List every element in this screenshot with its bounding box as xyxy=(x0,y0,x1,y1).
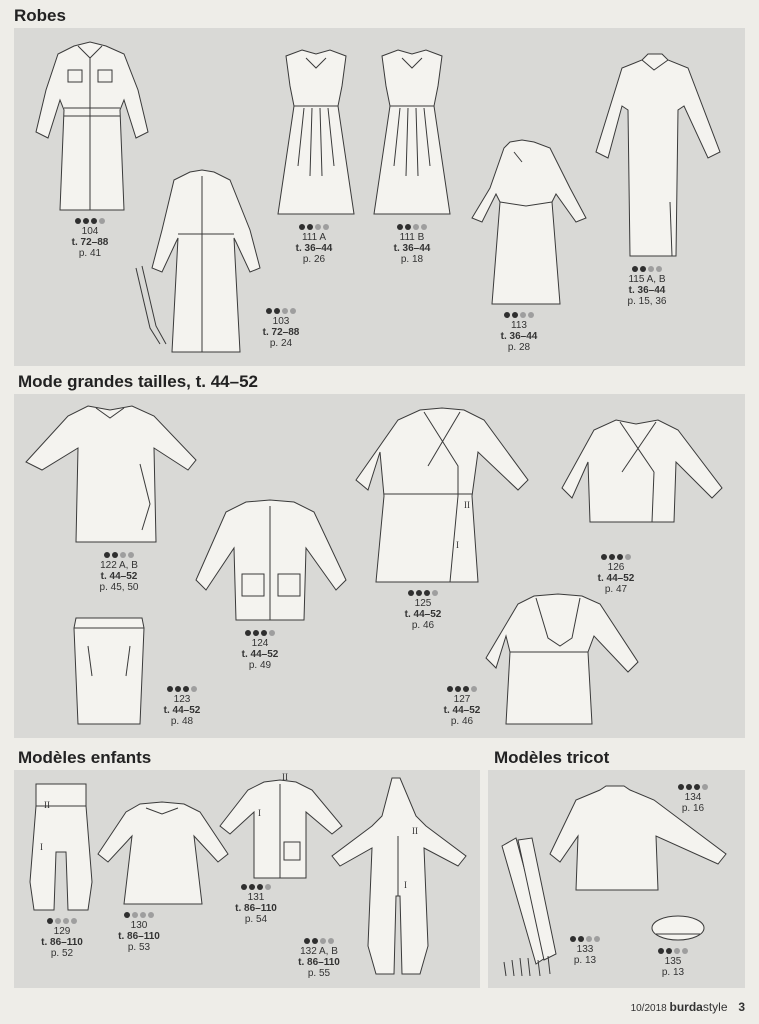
roman-label: II xyxy=(282,772,288,782)
difficulty-dot-empty xyxy=(471,686,477,692)
sketch-111b xyxy=(372,46,452,218)
difficulty-dots xyxy=(84,550,154,559)
item-size: t. 86–110 xyxy=(118,931,160,942)
item-113[interactable] xyxy=(484,310,554,353)
difficulty-dot-empty xyxy=(413,224,419,230)
sketch-129 xyxy=(26,782,96,914)
item-page: p. 26 xyxy=(302,254,326,265)
item-size: t. 44–52 xyxy=(163,705,201,716)
item-127[interactable] xyxy=(430,684,494,727)
difficulty-dot-filled xyxy=(307,224,313,230)
item-130[interactable] xyxy=(106,910,172,953)
difficulty-dot-filled xyxy=(124,912,130,918)
item-122[interactable] xyxy=(84,550,154,593)
difficulty-dot-filled xyxy=(686,784,692,790)
difficulty-dots xyxy=(30,916,94,925)
item-size: t. 44–52 xyxy=(597,573,635,584)
item-size: t. 44–52 xyxy=(443,705,481,716)
section-title-enfants: Modèles enfants xyxy=(18,748,152,767)
item-124[interactable] xyxy=(228,628,292,671)
difficulty-dot-filled xyxy=(299,224,305,230)
item-104[interactable] xyxy=(50,216,130,259)
roman-label: II xyxy=(464,500,470,510)
difficulty-dots xyxy=(380,222,444,231)
item-page: p. 41 xyxy=(78,248,102,259)
difficulty-dot-empty xyxy=(290,308,296,314)
item-code: 124 xyxy=(251,638,269,649)
item-code: 126 xyxy=(607,562,625,573)
item-page: p. 13 xyxy=(573,955,597,966)
difficulty-dot-empty xyxy=(323,224,329,230)
item-123[interactable] xyxy=(150,684,214,727)
difficulty-dots xyxy=(608,264,686,273)
item-size: t. 86–110 xyxy=(235,903,277,914)
item-code: 111 A xyxy=(301,232,327,243)
difficulty-dot-empty xyxy=(682,948,688,954)
difficulty-dot-filled xyxy=(570,936,576,942)
item-page: p. 13 xyxy=(661,967,685,978)
difficulty-dots xyxy=(282,222,346,231)
difficulty-dot-filled xyxy=(167,686,173,692)
difficulty-dot-filled xyxy=(183,686,189,692)
item-111a[interactable] xyxy=(282,222,346,265)
item-134[interactable] xyxy=(668,782,718,814)
difficulty-dot-empty xyxy=(269,630,275,636)
roman-label: II xyxy=(44,800,50,810)
item-size: t. 86–110 xyxy=(298,957,340,968)
item-code: 123 xyxy=(173,694,191,705)
section-title-tricot: Modèles tricot xyxy=(494,748,610,767)
sketch-126 xyxy=(560,418,726,548)
difficulty-dot-filled xyxy=(112,552,118,558)
difficulty-dot-filled xyxy=(424,590,430,596)
difficulty-dot-filled xyxy=(694,784,700,790)
difficulty-dots xyxy=(150,684,214,693)
difficulty-dot-filled xyxy=(617,554,623,560)
item-code: 132 A, B xyxy=(300,946,338,957)
page-footer xyxy=(631,1000,745,1014)
sketch-113 xyxy=(470,138,590,308)
item-size: t. 44–52 xyxy=(241,649,279,660)
item-129[interactable] xyxy=(30,916,94,959)
difficulty-dot-filled xyxy=(261,630,267,636)
difficulty-dot-filled xyxy=(632,266,638,272)
issue-date: 10/2018 xyxy=(630,1003,667,1014)
difficulty-dot-empty xyxy=(528,312,534,318)
difficulty-dots xyxy=(668,782,718,791)
item-page: p. 46 xyxy=(450,716,474,727)
difficulty-dot-empty xyxy=(99,218,105,224)
difficulty-dot-filled xyxy=(245,630,251,636)
roman-label: I xyxy=(456,540,459,550)
sketch-115 xyxy=(594,52,722,260)
item-page: p. 53 xyxy=(127,942,151,953)
difficulty-dot-filled xyxy=(447,686,453,692)
roman-label: I xyxy=(258,808,261,818)
item-code: 125 xyxy=(414,598,432,609)
sketch-125 xyxy=(354,406,532,586)
sketch-111a xyxy=(276,46,356,218)
section-title-robes: Robes xyxy=(14,6,66,25)
difficulty-dots xyxy=(388,588,458,597)
difficulty-dots xyxy=(648,946,698,955)
item-code: 115 A, B xyxy=(628,274,666,285)
sketch-127 xyxy=(484,592,640,728)
difficulty-dot-filled xyxy=(397,224,403,230)
difficulty-dot-filled xyxy=(405,224,411,230)
item-page: p. 15, 36 xyxy=(627,296,667,307)
difficulty-dot-filled xyxy=(266,308,272,314)
sketch-130 xyxy=(96,800,230,908)
difficulty-dot-empty xyxy=(265,884,271,890)
item-page: p. 24 xyxy=(269,338,293,349)
item-page: p. 45, 50 xyxy=(99,582,139,593)
item-code: 103 xyxy=(272,316,290,327)
difficulty-dot-filled xyxy=(609,554,615,560)
difficulty-dot-filled xyxy=(640,266,646,272)
item-103[interactable] xyxy=(246,306,316,349)
item-132[interactable] xyxy=(282,936,356,979)
roman-label: I xyxy=(404,880,407,890)
difficulty-dots xyxy=(222,882,290,891)
sketch-131 xyxy=(218,778,344,882)
difficulty-dot-filled xyxy=(601,554,607,560)
difficulty-dot-empty xyxy=(148,912,154,918)
item-code: 130 xyxy=(130,920,148,931)
difficulty-dot-filled xyxy=(241,884,247,890)
difficulty-dot-filled xyxy=(175,686,181,692)
difficulty-dot-empty xyxy=(421,224,427,230)
item-125[interactable] xyxy=(388,588,458,631)
difficulty-dot-empty xyxy=(191,686,197,692)
difficulty-dot-empty xyxy=(55,918,61,924)
item-page: p. 16 xyxy=(681,803,705,814)
item-size: t. 72–88 xyxy=(262,327,300,338)
difficulty-dot-filled xyxy=(253,630,259,636)
item-code: 129 xyxy=(53,926,71,937)
item-page: p. 55 xyxy=(307,968,331,979)
difficulty-dot-filled xyxy=(304,938,310,944)
item-page: p. 28 xyxy=(507,342,531,353)
difficulty-dot-filled xyxy=(104,552,110,558)
difficulty-dot-empty xyxy=(128,552,134,558)
difficulty-dot-empty xyxy=(71,918,77,924)
difficulty-dot-filled xyxy=(512,312,518,318)
item-code: 104 xyxy=(81,226,99,237)
difficulty-dot-filled xyxy=(257,884,263,890)
difficulty-dot-empty xyxy=(63,918,69,924)
item-115[interactable] xyxy=(608,264,686,307)
item-size: t. 36–44 xyxy=(500,331,538,342)
item-page: p. 48 xyxy=(170,716,194,727)
item-code: 127 xyxy=(453,694,471,705)
sketch-133 xyxy=(498,836,560,980)
difficulty-dot-empty xyxy=(315,224,321,230)
difficulty-dots xyxy=(228,628,292,637)
item-135[interactable] xyxy=(648,946,698,978)
item-page: p. 54 xyxy=(244,914,268,925)
item-page: p. 46 xyxy=(411,620,435,631)
difficulty-dot-empty xyxy=(625,554,631,560)
difficulty-dot-filled xyxy=(666,948,672,954)
difficulty-dot-empty xyxy=(586,936,592,942)
section-title-grandes-tailles: Mode grandes tailles, t. 44–52 xyxy=(18,372,258,391)
difficulty-dots xyxy=(246,306,316,315)
difficulty-dot-empty xyxy=(674,948,680,954)
item-code: 135 xyxy=(664,956,682,967)
item-size: t. 72–88 xyxy=(71,237,109,248)
item-111b[interactable] xyxy=(380,222,444,265)
difficulty-dot-empty xyxy=(120,552,126,558)
difficulty-dot-filled xyxy=(463,686,469,692)
difficulty-dots xyxy=(560,934,610,943)
page-number: 3 xyxy=(738,1000,745,1014)
difficulty-dot-filled xyxy=(91,218,97,224)
item-page: p. 52 xyxy=(50,948,74,959)
item-size: t. 36–44 xyxy=(295,243,333,254)
item-code: 131 xyxy=(247,892,265,903)
item-code: 133 xyxy=(576,944,594,955)
item-126[interactable] xyxy=(584,552,648,595)
difficulty-dot-filled xyxy=(455,686,461,692)
difficulty-dot-empty xyxy=(702,784,708,790)
item-size: t. 86–110 xyxy=(41,937,83,948)
sketch-135 xyxy=(648,908,706,944)
difficulty-dot-filled xyxy=(658,948,664,954)
difficulty-dot-empty xyxy=(320,938,326,944)
item-code: 134 xyxy=(684,792,702,803)
difficulty-dots xyxy=(282,936,356,945)
sketch-123 xyxy=(72,616,146,728)
difficulty-dot-filled xyxy=(416,590,422,596)
roman-label: II xyxy=(412,826,418,836)
brand-logo: burdastyle xyxy=(669,1000,728,1014)
difficulty-dot-filled xyxy=(678,784,684,790)
item-size: t. 36–44 xyxy=(628,285,666,296)
difficulty-dot-filled xyxy=(249,884,255,890)
difficulty-dot-empty xyxy=(328,938,334,944)
sketch-122 xyxy=(22,404,198,548)
difficulty-dot-empty xyxy=(282,308,288,314)
item-133[interactable] xyxy=(560,934,610,966)
difficulty-dot-empty xyxy=(648,266,654,272)
item-code: 111 B xyxy=(399,232,425,243)
item-page: p. 18 xyxy=(400,254,424,265)
difficulty-dots xyxy=(50,216,130,225)
difficulty-dot-filled xyxy=(83,218,89,224)
difficulty-dot-filled xyxy=(75,218,81,224)
item-size: t. 36–44 xyxy=(393,243,431,254)
difficulty-dots xyxy=(106,910,172,919)
difficulty-dot-empty xyxy=(432,590,438,596)
difficulty-dot-filled xyxy=(274,308,280,314)
difficulty-dot-empty xyxy=(520,312,526,318)
item-page: p. 47 xyxy=(604,584,628,595)
sketch-124 xyxy=(194,498,348,624)
item-size: t. 44–52 xyxy=(100,571,138,582)
item-131[interactable] xyxy=(222,882,290,925)
difficulty-dot-empty xyxy=(594,936,600,942)
roman-label: I xyxy=(40,842,43,852)
difficulty-dot-empty xyxy=(140,912,146,918)
item-size: t. 44–52 xyxy=(404,609,442,620)
sketch-103 xyxy=(126,168,266,358)
item-page: p. 49 xyxy=(248,660,272,671)
difficulty-dot-filled xyxy=(504,312,510,318)
difficulty-dot-empty xyxy=(132,912,138,918)
difficulty-dot-filled xyxy=(312,938,318,944)
difficulty-dot-filled xyxy=(47,918,53,924)
difficulty-dot-filled xyxy=(578,936,584,942)
difficulty-dot-empty xyxy=(656,266,662,272)
difficulty-dots xyxy=(584,552,648,561)
item-code: 113 xyxy=(511,320,527,331)
difficulty-dots xyxy=(430,684,494,693)
item-code: 122 A, B xyxy=(100,560,138,571)
difficulty-dots xyxy=(484,310,554,319)
difficulty-dot-filled xyxy=(408,590,414,596)
